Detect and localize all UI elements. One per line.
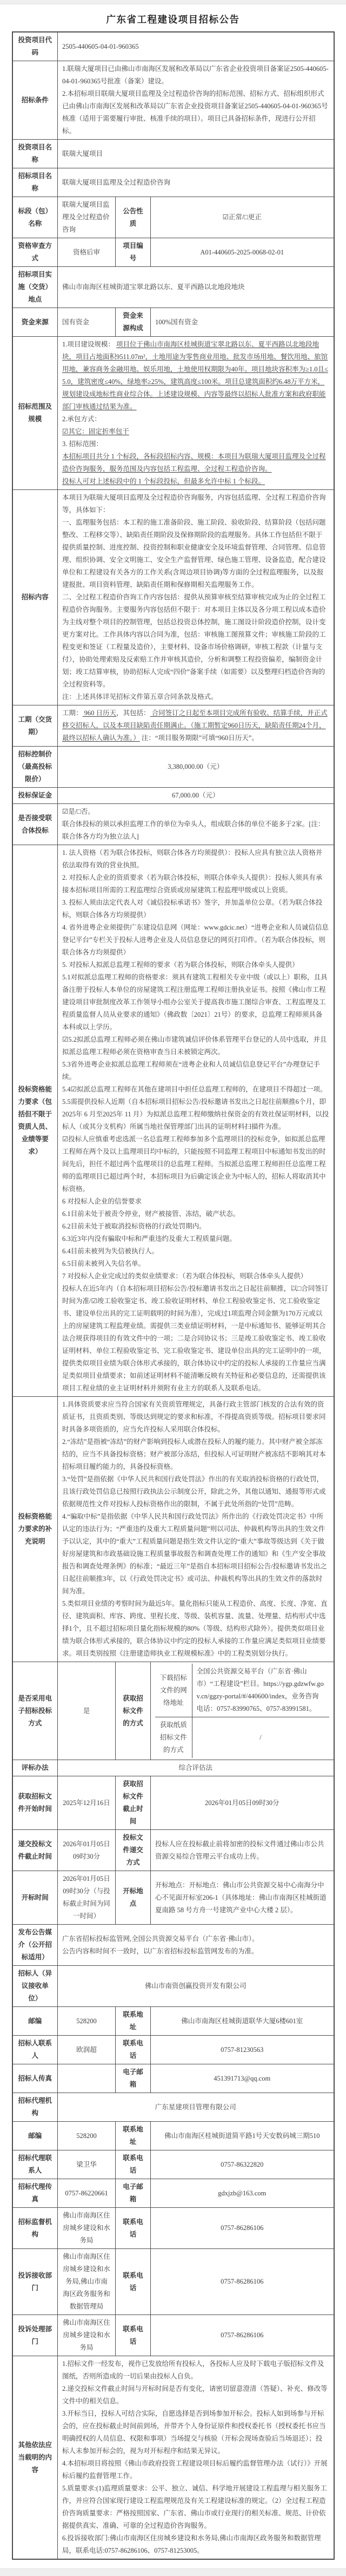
row-agency bbox=[12, 2093, 334, 2122]
obtain-start-label: 获取招标文件开始时间 bbox=[12, 1776, 58, 1830]
row-location bbox=[12, 267, 334, 308]
complaint-handle-value: 佛山市南海区住房城乡建设和水务局 bbox=[58, 2315, 116, 2356]
tenderer-address-label: 联系地址 bbox=[116, 2007, 151, 2036]
row-scope bbox=[12, 337, 334, 490]
duration-label: 工期（交货期） bbox=[12, 705, 58, 747]
row-submit bbox=[12, 1830, 334, 1871]
fund-source-label: 资金来源 bbox=[12, 308, 58, 337]
row-tender-name bbox=[12, 168, 334, 197]
tenderer-fax-value bbox=[58, 2064, 116, 2093]
row-download-address bbox=[155, 1664, 329, 1717]
complaint-receive-label: 投诉接收部门 bbox=[12, 2249, 58, 2315]
agency-label: 招标代理机构 bbox=[12, 2093, 58, 2122]
supervisor-value: 佛山市南海区住房城乡建设和水务局 bbox=[58, 2208, 116, 2249]
supervisor-phone-value: 0757-86286106 bbox=[151, 2208, 334, 2249]
agency-phone-value: 0757-86322820 bbox=[151, 2150, 334, 2179]
row-invest-name bbox=[12, 140, 334, 168]
other-value: 1.招标文件一经发布，视作已发放给所有投标人，各投标人应及时下载电子版招标文件及图纸，否则所造成的一切后果由投标人自负。 2.递交投标文件截止时间与开标时间是否有变化，请密切留意澄清（答疑）、补充、修改等文件中的相关信息。 3.开标当日，投标人可结合实际，自愿选择是否到场参加开标会。投标人如到场参与开标会的，应在投标截止时间前到场，并带齐个人身份证原件和授权委托书（授权委托书应当明确授权的人员信息、权限和事项）当场提交与核验（开标会现场查验后当场退还）；投标人未参加开标会的，视为对开标程序和结果无异议。 4.本招标项目将按照《佛山市政府投资工程建设项目标后履约监督管理办法（试行）》开展标后履约监督管理工作。 5.质量要求:(1)监理质量要求：公平、独立、诚信、科学地开展建设工程监理与相关服务工作，并应符合国家现行建设工程监理规范及有关工程建设标准的规定。（2）全过程工程造价咨询质量要求：严格按照国家、广东省、佛山市或行业现行的相关标准、规范、计价依据提供真实、准确、可靠的全过程造价咨询服务。 6.投诉接收部门:佛山市南海区住房城乡建设和水务局,佛山市南海区政务服务和数据管理局，联系电话:0757-86286106、0757-81253005。 bbox=[58, 2356, 334, 2560]
obtain-method-label: 获取招标文件的方式 bbox=[116, 1662, 151, 1760]
consortium-label: 是否接受联合体投标 bbox=[12, 804, 58, 845]
tenderer-email-label: 电子邮箱 bbox=[116, 2064, 151, 2093]
complaint-receive-phone-value: 0757-86286106 bbox=[151, 2249, 334, 2315]
row-paper-document bbox=[155, 1717, 329, 1758]
supervisor-phone-label: 联系电话 bbox=[116, 2208, 151, 2249]
agency-fax-value: 0757-86220661 bbox=[58, 2179, 116, 2208]
row-other bbox=[12, 2356, 334, 2560]
complaint-receive-phone-label: 联系电话 bbox=[116, 2249, 151, 2315]
fund-composition-label: 资金来源构成 bbox=[116, 308, 151, 337]
row-qualification-req bbox=[12, 845, 334, 1397]
download-address-label: 下载招标文件的网络地址 bbox=[155, 1664, 192, 1717]
tenderer-fax-label: 招标人传真 bbox=[12, 2064, 58, 2093]
tender-conditions-value: 1.联瑞大厦项目已由佛山市南海区发展和改革局以广东省企业投资项目备案证2505-440605-04-01-960365号批准（备案）建设。 2.本招标项目联瑞大厦项目监理及全过程造价咨询的招标范围、招标方式、招标组织形式已由佛山市南海区发展和改革局以广东省企业投资项目备案证2505-440605-04-01-960365号核准（适用于需要履行审批、核准手续的项目）。项目已具备招标条件，现进行公开招标。 bbox=[58, 61, 334, 140]
row-complaint-handle bbox=[12, 2315, 334, 2356]
submit-method-label: 投标文件递交方式 bbox=[116, 1830, 151, 1871]
project-code-label: 投资项目代码 bbox=[12, 32, 58, 61]
agency-fax-label: 招标代理传真 bbox=[12, 2179, 58, 2208]
fund-source-value: 国有资金 bbox=[58, 308, 116, 337]
control-price-label: 招标控制价（最高投标限价） bbox=[12, 747, 58, 788]
tender-name-label: 招标项目名称 bbox=[12, 168, 58, 197]
evaluation-value: 综合评估法 bbox=[58, 1760, 334, 1776]
tenderer-postcode-value: 528200 bbox=[58, 2007, 116, 2036]
location-value: 佛山市南海区桂城街道宝翠北路以东、夏平西路以北地段地块 bbox=[58, 267, 334, 308]
row-obtain-time bbox=[12, 1776, 334, 1830]
agency-postcode-label: 邮编 bbox=[12, 2122, 58, 2150]
agency-contact-label: 招标代理联系人 bbox=[12, 2150, 58, 2179]
agency-address-label: 联系地址 bbox=[116, 2122, 151, 2150]
control-price-value: 3,380,000.00（元） bbox=[58, 747, 334, 788]
row-control-price bbox=[12, 747, 334, 788]
electronic-bidding-label: 是否采用电子招标投标方式 bbox=[12, 1662, 58, 1760]
duration-value: 工期： 960 日历天，其包括： 合同签订之日起至本项目完成所有验收、结算手续，并正式移交招标人，以及本项目缺陷责任期满止。（施工期暂定960日历天，缺陷责任期24个月，最终以招标人确认为准。） 注：“项目服务期限”可填“960日历天”。 bbox=[58, 705, 334, 747]
qualification-req-label: 投标资格能力要求（包括但不限于资质人员、业绩等要求） bbox=[12, 845, 58, 1397]
tender-announcement-table bbox=[12, 31, 335, 2560]
agency-phone-label: 联系电话 bbox=[116, 2150, 151, 2179]
invest-name-value: 联瑞大厦项目 bbox=[58, 140, 334, 168]
content-label: 招标内容 bbox=[12, 490, 58, 705]
row-tenderer-postcode bbox=[12, 2007, 334, 2036]
row-evaluation bbox=[12, 1760, 334, 1776]
obtain-method-cell bbox=[151, 1662, 334, 1760]
page-bottom-edge bbox=[0, 2568, 346, 2576]
supervisor-label: 招标监督机构 bbox=[12, 2208, 58, 2249]
row-complaint-receive bbox=[12, 2249, 334, 2315]
complaint-handle-phone-label: 联系电话 bbox=[116, 2315, 151, 2356]
row-content bbox=[12, 490, 334, 705]
other-label: 其他依法应当载明的内容 bbox=[12, 2356, 58, 2560]
row-tenderer-contact bbox=[12, 2036, 334, 2064]
agency-email-label: 电子邮箱 bbox=[116, 2179, 151, 2208]
tenderer-address-value: 佛山市南海区桂城街道联华大厦6楼601室 bbox=[151, 2007, 334, 2036]
tenderer-value: 佛山市南资创赢投资开发有限公司 bbox=[58, 1966, 334, 2007]
supplement-label: 投标资格能力要求的补充说明 bbox=[12, 1397, 58, 1662]
bid-bond-label: 投标保证金 bbox=[12, 788, 58, 804]
row-agency-postcode bbox=[12, 2122, 334, 2150]
row-qualification-method bbox=[12, 238, 334, 267]
media-value: 广东省招标投标监管网,全国公共资源交易平台（广东省·佛山市）。 公告内容和时间不一致时，以广东省招标投标监管网发布的为准。 bbox=[58, 1925, 334, 1966]
paper-document-value: / bbox=[192, 1717, 329, 1758]
page-top-edge bbox=[0, 0, 346, 4]
row-duration bbox=[12, 705, 334, 747]
agency-address-value: 佛山市南海区桂城街道简平路1号天安数码城三期510 bbox=[151, 2122, 334, 2150]
notice-nature-value: ☑正常/□更正 bbox=[151, 197, 334, 238]
location-label: 招标项目实施（交货）地点 bbox=[12, 267, 58, 308]
complaint-handle-label: 投诉处理部门 bbox=[12, 2315, 58, 2356]
invest-name-label: 投资项目名称 bbox=[12, 140, 58, 168]
row-tender-conditions bbox=[12, 61, 334, 140]
evaluation-label: 评标办法 bbox=[12, 1760, 58, 1776]
tenderer-postcode-label: 邮编 bbox=[12, 2007, 58, 2036]
row-opening bbox=[12, 1871, 334, 1925]
obtain-method-subtable bbox=[155, 1664, 329, 1758]
paper-document-label: 获取纸质招标文件的方式 bbox=[155, 1717, 192, 1758]
project-code-value: 2505-440605-04-01-960365 bbox=[58, 32, 334, 61]
row-consortium bbox=[12, 804, 334, 845]
obtain-start-value: 2025年12月16日 bbox=[58, 1776, 116, 1830]
tenderer-label: 招标人（异议接收单位） bbox=[12, 1966, 58, 2007]
obtain-end-label: 获取招标文件截止时间 bbox=[116, 1776, 151, 1830]
agency-contact-value: 梁卫华 bbox=[58, 2150, 116, 2179]
complaint-handle-phone-value: 0757-86286106 bbox=[151, 2315, 334, 2356]
scope-value: 1.项目建设规模： 项目位于佛山市南海区桂城街道宝翠北路以东、夏平西路以北地段地块，项目占地面积9511.07m²，土地用途为零售商业用地、批发市场用地、餐饮用地、旅馆用地，兼容商务金融用地、娱乐用地，土地使用权期限为40年。项目地块容积率为≥1.0且≤5.0，建筑密度≤40%，绿地率≥25%，建筑高度≤100米。项目总建筑面积约6.48万平方米，规划建设成地标性商业综合体。上述建设规模、内容等最终以招标人批准方案和政府职能部门审核通过结果为准。 2.承包方式： ☑其它：固定折率包干 3. 招标范围： 本招标项目共分 1 个标段，各标段招标内容、规模：本项目为联瑞大厦项目监理及全过程造价咨询服务，服务范围及内容包括工程监理、全过程工程造价咨询。 投标人可对上述标段中的 1 个标段投标，但最多允许中标 1 个标段。 bbox=[58, 337, 334, 490]
obtain-end-value: 2026年01月05日09时30分 bbox=[151, 1776, 334, 1830]
tenderer-phone-value: 0757-81230563 bbox=[151, 2036, 334, 2064]
fund-composition-value: 100%国有资金 bbox=[151, 308, 334, 337]
qualification-req-value: 1. 法人资格（若为联合体投标，则联合体各方均须提供）：投标人应具有独立法人资格并依法取得有效的营业执照。 2. 对投标人企业的资质要求（若为联合体投标，则联合体牵头人提供）：投标人须具有承接本招标项目所需的工程监理综合资质或房屋建筑工程监理甲级或以上资质。 3. 投标人须由法定代表人对《诚信投标承诺书》签字，并加盖单位公章。（若为联合体投标，则联合体各方均须提供） 4. 省外进粤企业须提供广东建设信息网（网址：www.gdcic.net）“进粤企业和人员诚信信息登记平台”专栏关于投标人进粤企业及人员信息登记的网页打印件。（若为联合体投标，则联合体各方均须提供） 5. 对投标人拟派总监理工程师的要求（若为联合体投标，则联合体牵头人提供） 5.1对拟派总监理工程师的资格要求：须具有建筑工程相关专业中级（或以上）职称，且具备注册于投标人本单位的房屋建筑工程注册监理工程师注册执业证书。按照《佛山市工程建设项目审批制度改革工作领导小组办公室关于提高我市施工图综合审查、工程监理及工程质量监督人员从业要求的通知》（佛政数〔2021〕21号）的要求，总监理工程师须具备本科或以上学历。 ☑5.2拟派总监理工程师必须在佛山市建筑诚信评价体系管理平台登记的人员中选取，并且拟派总监理工程师必须在资格审查当日未被锁定两次。 5.3省外进粤企业拟派总监理工程师须在“进粤企业和人员诚信信息登记平台”办理登记手续。 5.4☑拟派总监理工程师在其他在建项目中担任总监理工程师的，在建项目不得超过一项。 5.5需提供投标人近期（自本招标项目招标公告/投标邀请书发出之日起往前顺推6个月，即2025年 6 月至2025年 11 月）为拟派总监理工程师缴纳社保资金的有效社保证明材料，以投标人（或其分支机构）所属当地社保管理部门出具的证明材料扫描件为准。 ☑投标人应慎重考虑选派一名总监理工程师参加多个监理项目的投标竞争，如拟派总监理工程师在两个及以上监理项目均中标的，只能按照不同监理工程项目中标通知书发出的时间先后，担任不超过两个监理项目的总监理工程师。当拟派总监理工程师担任总监理工程师的监理项目已超过两个时，本招标项目为后确定该企业为中标人的，招标人将取消其中标资格。 6 对投标人企业的信誉要求 6.1目前未处于被责令停业，财产被接管、冻结，破产状态。 6.2目前未处于被取消投标资格的行政处罚期内。 6.3近3年内没有骗取中标和严重违约及重大工程质量问题。 6.4目前未被列为失信被执行人。 6.5目前未被列入失信名单。 7 对投标人企业完成过的类似业绩要求：（若为联合体投标，则联合体牵头人提供） 投标人在近5年内（自本招标项目招标公告/投标邀请书发出之日起往前顺推，以□合同签订时间为准/☑竣工验收鉴定书、竣工验收证明材料、单位工程验收鉴定书、完工验收鉴定书、建设单位出具的完工证明载明的时间为准），完成过1项监理合同金额为170万元或以上的房屋建筑工程监理业绩。需提供三类业绩证明材料，一是中标通知书、能够证明其合法合规获得项目的有效文件中的一项；二是合同协议书；三是竣工验收鉴定书、竣工验收证明材料、单位工程验收鉴定书、完工验收鉴定书、建设单位出具的完工证明中的一项，提供类似项目业绩为联合体形式承接的，联合体协议中约定的投标人承接的工作量应当满足类似项目业绩要求；如前述证明材料不能清晰反映有关特征和必要信息的，还需提供该项目工程业绩的业主证明材料并须附有业主方的联系人及联系电话。 bbox=[58, 845, 334, 1397]
row-agency-fax bbox=[12, 2179, 334, 2208]
qualification-method-value: 资格后审 bbox=[58, 238, 116, 267]
qualification-method-label: 资格审查方式 bbox=[12, 238, 58, 267]
tenderer-contact-value: 欧润超 bbox=[58, 2036, 116, 2064]
opening-place-value: 开标地点：开标地点：佛山市公共资源交易中心南海分中心不见面开标室206-1（具体地址：佛山市南海区桂城街道夏南路 58 号方舟一号建筑产业中心大楼 2 层）。 bbox=[151, 1871, 334, 1925]
submit-method-value: 投标人应在投标截止前将加密的投标文件通过佛山市公共资源交易综合管理云平台成功上传。 bbox=[151, 1830, 334, 1871]
agency-postcode-value: 528200 bbox=[58, 2122, 116, 2150]
row-media bbox=[12, 1925, 334, 1966]
row-electronic-bidding bbox=[12, 1662, 334, 1760]
opening-place-label: 开标地点 bbox=[116, 1871, 151, 1925]
download-address-value: 全国公共资源交易平台（广东省·佛山市）“工程建设”栏目。https://ygp.gdzwfw.gov.cn/ggzy-portal/#/440600/index，业务咨询电话：0757-83990765、0757-83991581。 bbox=[196, 1668, 324, 1712]
row-tenderer bbox=[12, 1966, 334, 2007]
complaint-receive-value: 佛山市南海区住房城乡建设和水务局,佛山市南海区政务服务和数据管理局 bbox=[58, 2249, 116, 2315]
project-number-label: 项目编号 bbox=[116, 238, 151, 267]
row-fund-source bbox=[12, 308, 334, 337]
tender-name-value: 联瑞大厦项目监理及全过程造价咨询 bbox=[58, 168, 334, 197]
project-number-value: A01-440605-2025-0068-02-01 bbox=[151, 238, 334, 267]
submit-deadline-label: 递交投标文件截止时间 bbox=[12, 1830, 58, 1871]
agency-value: 广东星建项目管理有限公司 bbox=[58, 2093, 334, 2122]
row-supervisor bbox=[12, 2208, 334, 2249]
agency-email-value: gdxjzb@163.com bbox=[151, 2179, 334, 2208]
tenderer-email-value: 451391713@qq.com bbox=[151, 2064, 334, 2093]
opening-time-value: 2026年01月05日09时30分（与投标截止时间为同一时间） bbox=[58, 1871, 116, 1925]
tenderer-contact-label: 招标人联系人 bbox=[12, 2036, 58, 2064]
section-name-value: 联瑞大厦项目监理及全过程造价咨询 bbox=[58, 197, 116, 238]
row-section-name bbox=[12, 197, 334, 238]
row-agency-contact bbox=[12, 2150, 334, 2179]
row-bid-bond bbox=[12, 788, 334, 804]
electronic-bidding-value: 是 bbox=[58, 1662, 116, 1760]
submit-deadline-value: 2026年01月05日09时30分 bbox=[58, 1830, 116, 1871]
notice-nature-label: 公告性质 bbox=[116, 197, 151, 238]
tender-conditions-label: 招标条件 bbox=[12, 61, 58, 140]
bid-bond-value: 67,000.00（元） bbox=[58, 788, 334, 804]
supplement-value: 1.具体资质要求应当符合国家有关资质管理规定，具备行政主管部门核发的合法有效的资质证书，且资质类别、等级达到规定的要求和标准，不得提高资质等级。招标项目要求同时具备多项资质的，应当允许投标人采用联合体投标。 2.“冻结”是指被“冻结”的财产影响到投标人或潜在投标人的履约能力。其中财产被全部冻结的，应当不具备投标资格；财产被部分冻结，但投标人可证明财产被冻结不影响其对本招标项目履约能力的，具备投标资格。 3.“处罚”是指依据《中华人民共和国行政处罚法》作出的有关取消投标资格的行政处罚，且该行政处罚信息已按照行政执法公示制度公开，除此之外，其他以通知、通报等形式或依据规范性文件对投标人投标资格作出的限制，不属于此处所指的“处罚”范畴。 4.“骗取中标”是指依据《中华人民共和国行政处罚法》所作出的《行政处罚决定书》中所认定的违法行为；“严重违约及重大工程质量问题”则以司法、仲裁机构等出具的生效文件予以认定，其中的“重大”工程质量问题是指生效文件认定的“重大”事故等级达到《关于做好房屋建筑和市政基础设施工程质量事故报告和调查处理工作的通知》和《生产安全事故报告和调查处理条例》的标准；“最近三年”是指自本招标项目招标公告/投标邀请书发出之日起往前顺推3年，以《行政处罚决定书》或司法、仲裁机构等出具的生效文件的落款时间为准。 5.类似项目业绩的考察时间为最近5年。量化指标只能从工程造价、高度、长度、净宽、直径、建筑面积、库容、跨度、里程长度、等级、装机容量、流量、处理量、结构形式中选择1个，且不超过招标项目量化指标规模的80%（等级、结构形式除外）。提供类似项目业绩为联合体形式承接的，联合体协议中约定的投标人承接的工作量应满足类似项目业绩要求。项目类别按照《注册建造师执业工程规模标准》中的工程类别划分执行。 bbox=[58, 1397, 334, 1662]
media-label: 发布公告媒介（公开招标适用） bbox=[12, 1925, 58, 1966]
row-project-code bbox=[12, 32, 334, 61]
tenderer-phone-label: 联系电话 bbox=[116, 2036, 151, 2064]
row-supplement bbox=[12, 1397, 334, 1662]
row-tenderer-fax bbox=[12, 2064, 334, 2093]
scope-label: 招标范围及规模 bbox=[12, 337, 58, 490]
content-value: 本项目为联瑞大厦项目监理及全过程造价咨询服务，内容包括监理、全过程工程造价咨询等，具体如下： 一、监理服务包括：本工程的施工准备阶段、施工阶段、验收阶段、结算阶段（包括问题整改、工程移交等）、缺陷责任期阶段及保修期阶段的监理服务。具体工作包括但不限于提供质量控制、进度控制、投资控制和职业健康安全及环境监督管理、合同管理、信息管理、组织协调、安全文明施工、安全生产监督管理、绿色施工管理、设备监造，配合建设单位和工程建设有关各方的工作关系(含周边项目协调)等方面的全过程监理服务，以及报建报批、项目资料管理、缺陷责任期和保修期相关监理服务工作。 二、全过程工程造价咨询工作内容包括：提供从预算审核至结算审核完成为止的全过程工程造价咨询服务。主要服务内容包括但不限于：对本项目主体以及各分项工程以成本造价为主线对整个项目的控制管理，包括总投资总体控制，施工图设计阶段造价控制，设计变更方案对比。工作具体内容以合同为准，包括：审核施工图预算文件；审核施工阶段的工程变更和签证（工程量及造价），主要材料、设备市场价格调研，审核工程款（计量与支付），协助处理索赔及反索赔工作并审核其造价，分析和调整工程投资偏差，编制资金计划；竣工结算审核，协助招标人完成“四价”备案手续（如需要）以及整理归档造价咨询的全过程资料等。 注：上述具体详见招标文件第五章合同条款及格式。 bbox=[58, 490, 334, 705]
consortium-value: ☑是/□否。 联合体投标的须以承担监理工作的单位为牵头人，组成联合体的单位不能多于2家。[注：联合体各方均为独立法人] bbox=[58, 804, 334, 845]
page-title: 广东省工程建设项目招标公告 bbox=[106, 14, 240, 25]
section-name-label: 标段（包）名称 bbox=[12, 197, 58, 238]
opening-time-label: 开标时间 bbox=[12, 1871, 58, 1925]
